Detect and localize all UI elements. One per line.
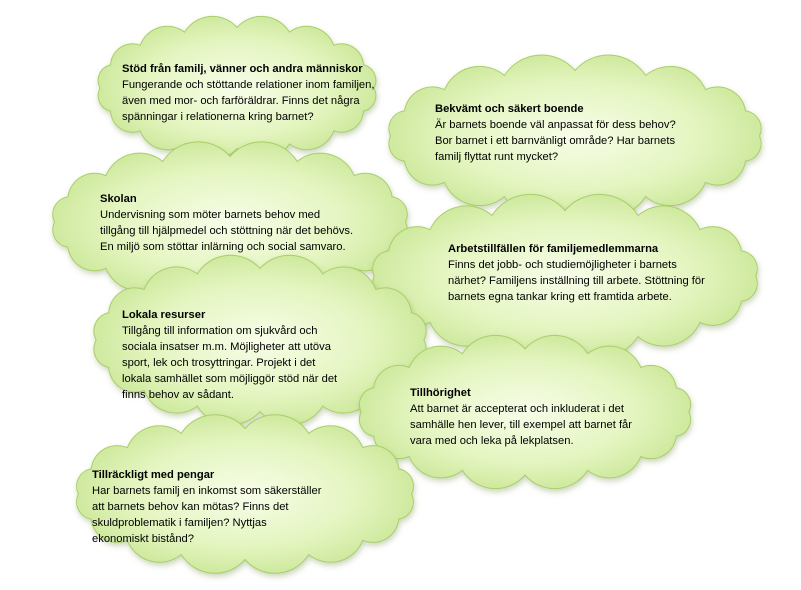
cloud-money-title: Tillräckligt med pengar <box>92 469 215 481</box>
cloud-local-resources-body: Tillgång till information om sjukvård och sociala insatser m.m. Möjligheter att utöva sport, lek och trosyttringar. Projekt i det lokala samhället som möjliggör stöd när det finns behov av sådant. <box>122 325 338 401</box>
cloud-housing-body: Är barnets boende väl anpassat för dess behov? Bor barnet i ett barnvänligt område? Har barnets familj flyttat runt mycket? <box>435 119 676 163</box>
cloud-employment-text <box>448 241 705 305</box>
cloud-local-resources-title: Lokala resurser <box>122 309 206 321</box>
cloud-belonging-text <box>410 385 632 449</box>
cloud-housing-text <box>435 101 676 165</box>
cloud-support-body: Fungerande och stöttande relationer inom familjen, även med mor- och farföräldrar. Finns det några spänningar i relationerna kring barnet? <box>122 79 375 123</box>
cloud-belonging-title: Tillhörighet <box>410 387 471 399</box>
cloud-support-text <box>122 61 375 125</box>
cloud-money-body: Har barnets familj en inkomst som säkerställer att barnets behov kan mötas? Finns det skuldproblematik i familjen? Nyttjas ekonomiskt bistånd? <box>92 485 322 545</box>
cloud-local-resources-text <box>122 307 337 403</box>
cloud-employment-body: Finns det jobb- och studiemöjligheter i barnets närhet? Familjens inställning till arbete. Stöttning för barnets egna tankar kring ett framtida arbete. <box>448 259 705 303</box>
cloud-belonging-body: Att barnet är accepterat och inkluderat i det samhälle hen lever, till exempel att barnet får vara med och leka på lekplatsen. <box>410 403 633 447</box>
cloud-employment-title: Arbetstillfällen för familjemedlemmarna <box>448 243 659 255</box>
cloud-money-text <box>92 467 321 547</box>
cloud-housing-title: Bekvämt och säkert boende <box>435 103 584 115</box>
cloud-school-title: Skolan <box>100 193 137 205</box>
cloud-school-text <box>100 191 353 255</box>
cloud-support-title: Stöd från familj, vänner och andra människor <box>122 63 363 75</box>
cloud-school-body: Undervisning som möter barnets behov med tillgång till hjälpmedel och stöttning när det behövs. En miljö som stöttar inlärning och social samvaro. <box>100 209 354 253</box>
